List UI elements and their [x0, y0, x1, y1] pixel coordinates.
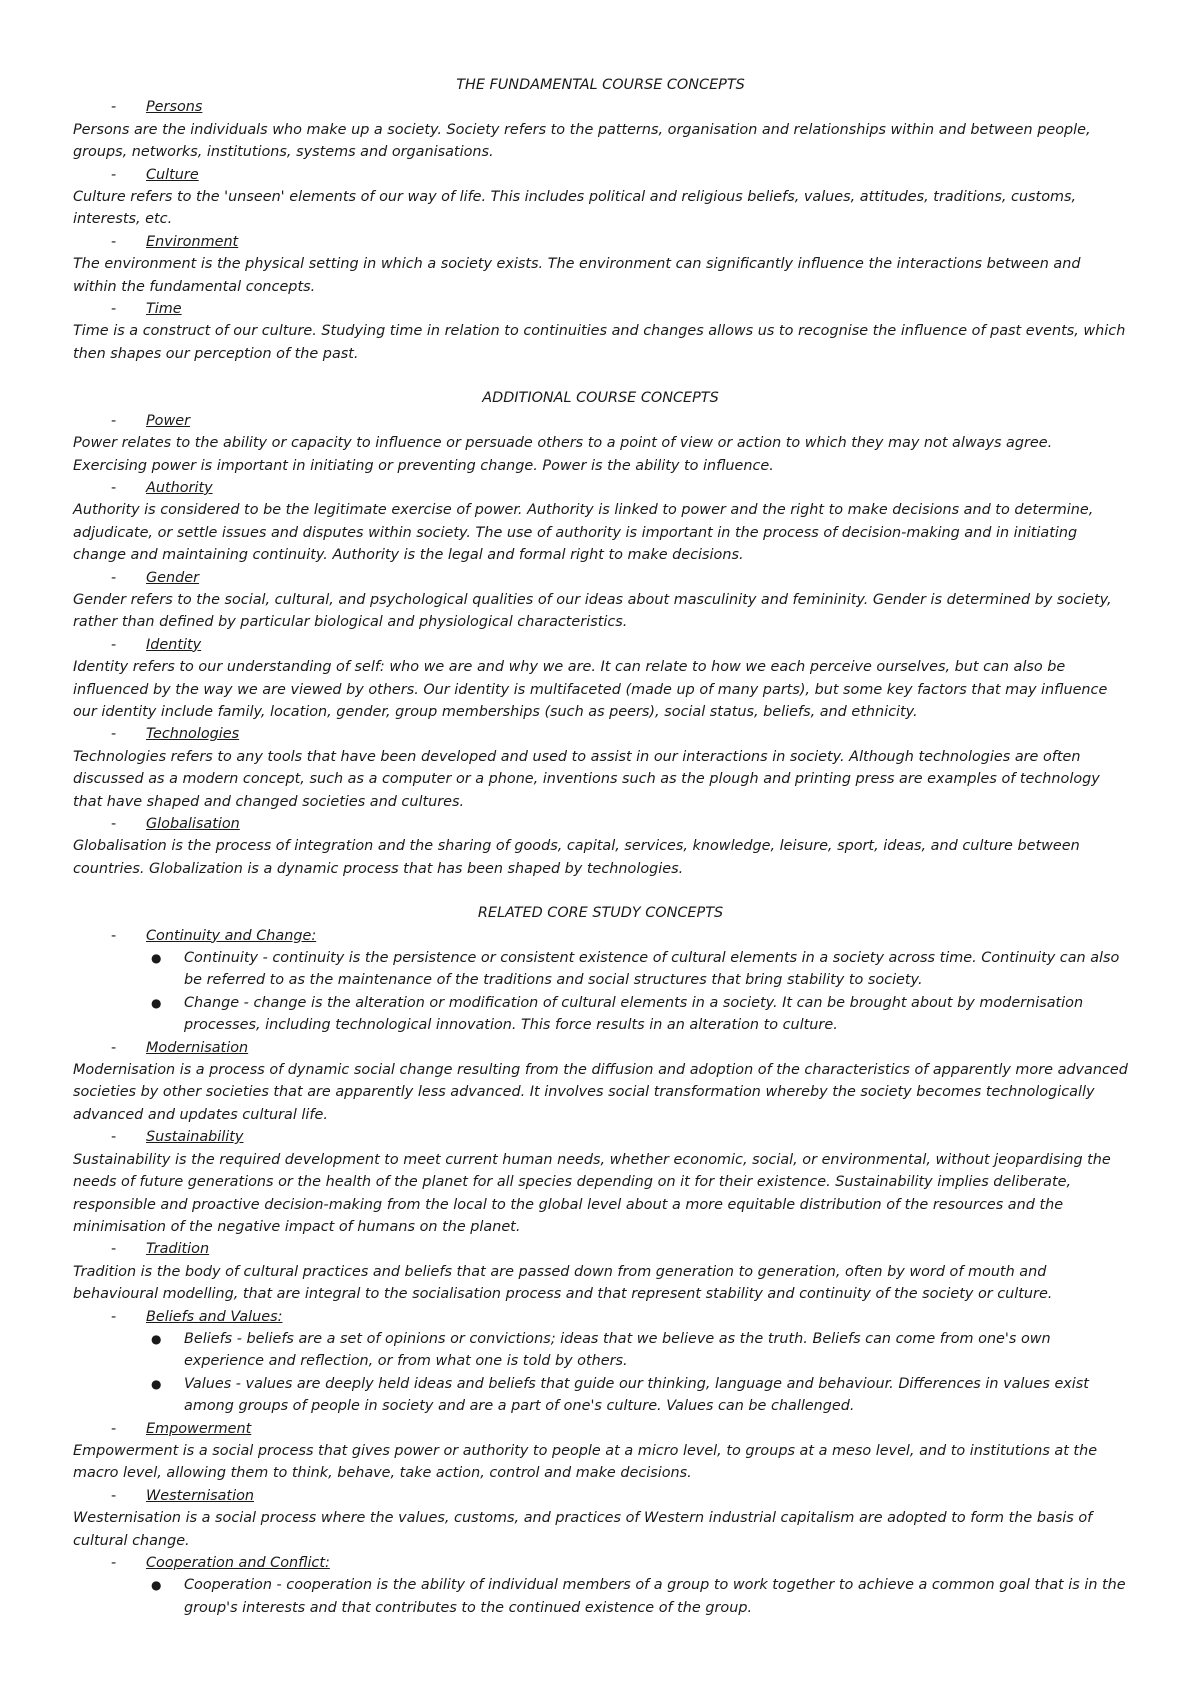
list-dash: -: [111, 1308, 117, 1325]
list-dash: -: [111, 927, 117, 944]
bullet-icon: ●: [151, 995, 162, 1010]
term-definition: Identity refers to our understanding of self: who we are and why we are. It can relate to how we each perceive ourselves, but can also be influenced by the way we are viewed by others. Our identity is multifaceted (made up of many parts), but some key factors that may influence our identity include family, location, gender, group memberships (such as peers), social status, beliefs, and ethnicity.: [73, 659, 1108, 720]
term-heading-empowerment: [73, 1418, 1128, 1440]
term-label: Environment: [146, 233, 239, 250]
section-related-core-study-concepts: [73, 902, 1128, 1619]
list-dash: -: [111, 99, 117, 116]
term-label: Cooperation and Conflict:: [146, 1555, 330, 1571]
term-definition: Westernisation is a social process where the values, customs, and practices of Western industrial capitalism are adopted to form the basis of cultural change.: [73, 1510, 1093, 1549]
term-definition: Sustainability is the required development to meet current human needs, whether economic, social, or environmental, without jeopardising the needs of future generations or the health of the planet for all species depending on it for their existence. Sustainability implies deliberate, responsible and proactive decision-making from the local to the global level about a more equitable distribution of the resources and the minimisation of the negative impact of humans on the planet.: [73, 1151, 1111, 1235]
list-dash: -: [111, 166, 117, 183]
term-heading-modernisation: [73, 1037, 1128, 1059]
term-definition: Modernisation is a process of dynamic social change resulting from the diffusion and adoption of the characteristics of apparently more advanced societies by other societies that are apparently less advanced. It involves social transformation whereby the society becomes technologically advanced and updates cultural life.: [73, 1062, 1128, 1123]
section-title: RELATED CORE STUDY CONCEPTS: [477, 905, 724, 922]
term-label: Globalisation: [146, 816, 240, 832]
term-label: Beliefs and Values:: [146, 1308, 283, 1325]
bullet-item: [73, 992, 1128, 1037]
term-heading-continuity-and-change: [73, 925, 1128, 947]
bullet-item: [73, 1574, 1128, 1619]
bullet-icon: ●: [151, 951, 162, 966]
bullet-icon: ●: [151, 1376, 162, 1391]
list-dash: -: [111, 569, 117, 586]
term-definition: Globalisation is the process of integration and the sharing of goods, capital, services, knowledge, leisure, sport, ideas, and culture between countries. Globalization is a dynamic process that has been shaped by technologies.: [73, 838, 1080, 877]
list-dash: -: [111, 412, 117, 429]
term-heading-cooperation-and-conflict: [73, 1552, 1128, 1574]
term-label: Empowerment: [146, 1420, 252, 1437]
term-heading-culture: [73, 164, 1128, 186]
bullet-icon: ●: [151, 1578, 162, 1593]
term-label: Persons: [146, 99, 203, 116]
term-label: Sustainability: [146, 1129, 244, 1146]
bullet-text: Values - values are deeply held ideas and beliefs that guide our thinking, language and behaviour. Differences in values exist among groups of people in society and are a part of one's culture. Values can be challenged.: [184, 1375, 1089, 1415]
term-heading-gender: [73, 567, 1128, 589]
term-definition: Tradition is the body of cultural practices and beliefs that are passed down from generation to generation, often by word of mouth and behavioural modelling, that are integral to the socialisation process and that represent stability and continuity of the society or culture.: [73, 1263, 1053, 1303]
term-label: Continuity and Change:: [146, 927, 317, 944]
term-definition: Time is a construct of our culture. Studying time in relation to continuities and changes allows us to recognise the influence of past events, which then shapes our perception of the past.: [73, 323, 1126, 362]
term-label: Gender: [146, 569, 200, 586]
term-definition: Technologies refers to any tools that have been developed and used to assist in our interactions in society. Although technologies are often discussed as a modern concept, such as a computer or a phone, inventions such as the plough and printing press are examples of technology that have shaped and changed societies and cultures.: [73, 748, 1100, 810]
term-heading-technologies: [73, 723, 1128, 745]
term-heading-globalisation: [73, 813, 1128, 835]
term-label: Culture: [146, 166, 199, 183]
term-definition: Persons are the individuals who make up a society. Society refers to the patterns, organisation and relationships within and between people, groups, networks, institutions, systems and organisations.: [73, 121, 1091, 161]
list-dash: -: [111, 479, 117, 496]
term-definition: Authority is considered to be the legitimate exercise of power. Authority is linked to power and the right to make decisions and to determine, adjudicate, or settle issues and disputes within society. The use of authority is important in the process of decision-making and in initiating change and maintaining continuity. Authority is the legal and formal right to make decisions.: [73, 502, 1094, 564]
list-dash: -: [111, 1487, 117, 1504]
list-dash: -: [111, 726, 117, 743]
term-heading-environment: [73, 231, 1128, 253]
section-additional-course-concepts: [73, 387, 1128, 880]
section-title: THE FUNDAMENTAL COURSE CONCEPTS: [456, 77, 745, 93]
term-heading-sustainability: [73, 1126, 1128, 1148]
term-heading-power: [73, 410, 1128, 432]
term-heading-time: [73, 298, 1128, 320]
term-definition: Gender refers to the social, cultural, and psychological qualities of our ideas about masculinity and femininity. Gender is determined by society, rather than defined by particular biological and physiological characteristics.: [73, 591, 1112, 631]
bullet-text: Cooperation - cooperation is the ability of individual members of a group to work together to achieve a common goal that is in the group's interests and that contributes to the continued existence of the group.: [184, 1577, 1126, 1616]
bullet-item: [73, 1328, 1128, 1373]
term-label: Power: [146, 412, 191, 429]
list-dash: -: [111, 233, 117, 250]
term-heading-tradition: [73, 1238, 1128, 1260]
list-dash: -: [111, 1420, 117, 1437]
term-definition: Empowerment is a social process that gives power or authority to people at a micro level, to groups at a meso level, and to institutions at the macro level, allowing them to think, behave, take action, control and make decisions.: [73, 1442, 1098, 1482]
term-heading-authority: [73, 477, 1128, 499]
list-dash: -: [111, 636, 117, 653]
term-label: Time: [146, 301, 182, 318]
section-the-fundamental-course-concepts: [73, 74, 1128, 365]
term-label: Tradition: [146, 1241, 210, 1258]
term-label: Westernisation: [146, 1487, 254, 1504]
term-label: Modernisation: [146, 1039, 249, 1056]
list-dash: -: [111, 301, 117, 318]
bullet-text: Beliefs - beliefs are a set of opinions or convictions; ideas that we believe as the truth. Beliefs can come from one's own experience and reflection, or from what one is told by others.: [184, 1330, 1051, 1370]
bullet-text: Continuity - continuity is the persistence or consistent existence of cultural elements in a society across time. Continuity can also be referred to as the maintenance of the traditions and social structures that bring stability to society.: [184, 950, 1120, 989]
term-definition: The environment is the physical setting in which a society exists. The environment can significantly influence the interactions between and within the fundamental concepts.: [73, 256, 1081, 295]
list-dash: -: [111, 1129, 117, 1146]
term-label: Technologies: [146, 726, 240, 743]
list-dash: -: [111, 1241, 117, 1258]
list-dash: -: [111, 1555, 117, 1571]
term-heading-identity: [73, 634, 1128, 656]
term-heading-persons: [73, 96, 1128, 118]
list-dash: -: [111, 816, 117, 832]
bullet-item: [73, 1373, 1128, 1418]
term-heading-westernisation: [73, 1485, 1128, 1507]
term-label: Authority: [146, 479, 213, 496]
term-label: Identity: [146, 636, 202, 653]
section-title: ADDITIONAL COURSE CONCEPTS: [482, 390, 719, 407]
bullet-text: Change - change is the alteration or modification of cultural elements in a society. It can be brought about by modernisation processes, including technological innovation. This force results in an alteration to culture.: [184, 994, 1084, 1034]
term-heading-beliefs-and-values: [73, 1306, 1128, 1328]
bullet-icon: ●: [151, 1331, 162, 1346]
list-dash: -: [111, 1039, 117, 1056]
term-definition: Culture refers to the 'unseen' elements of our way of life. This includes political and religious beliefs, values, attitudes, traditions, customs, interests, etc.: [73, 189, 1077, 228]
bullet-item: [73, 947, 1128, 992]
term-definition: Power relates to the ability or capacity to influence or persuade others to a point of view or action to which they may not always agree. Exercising power is important in initiating or preventing change. Power is the ability to influence.: [73, 435, 1053, 474]
